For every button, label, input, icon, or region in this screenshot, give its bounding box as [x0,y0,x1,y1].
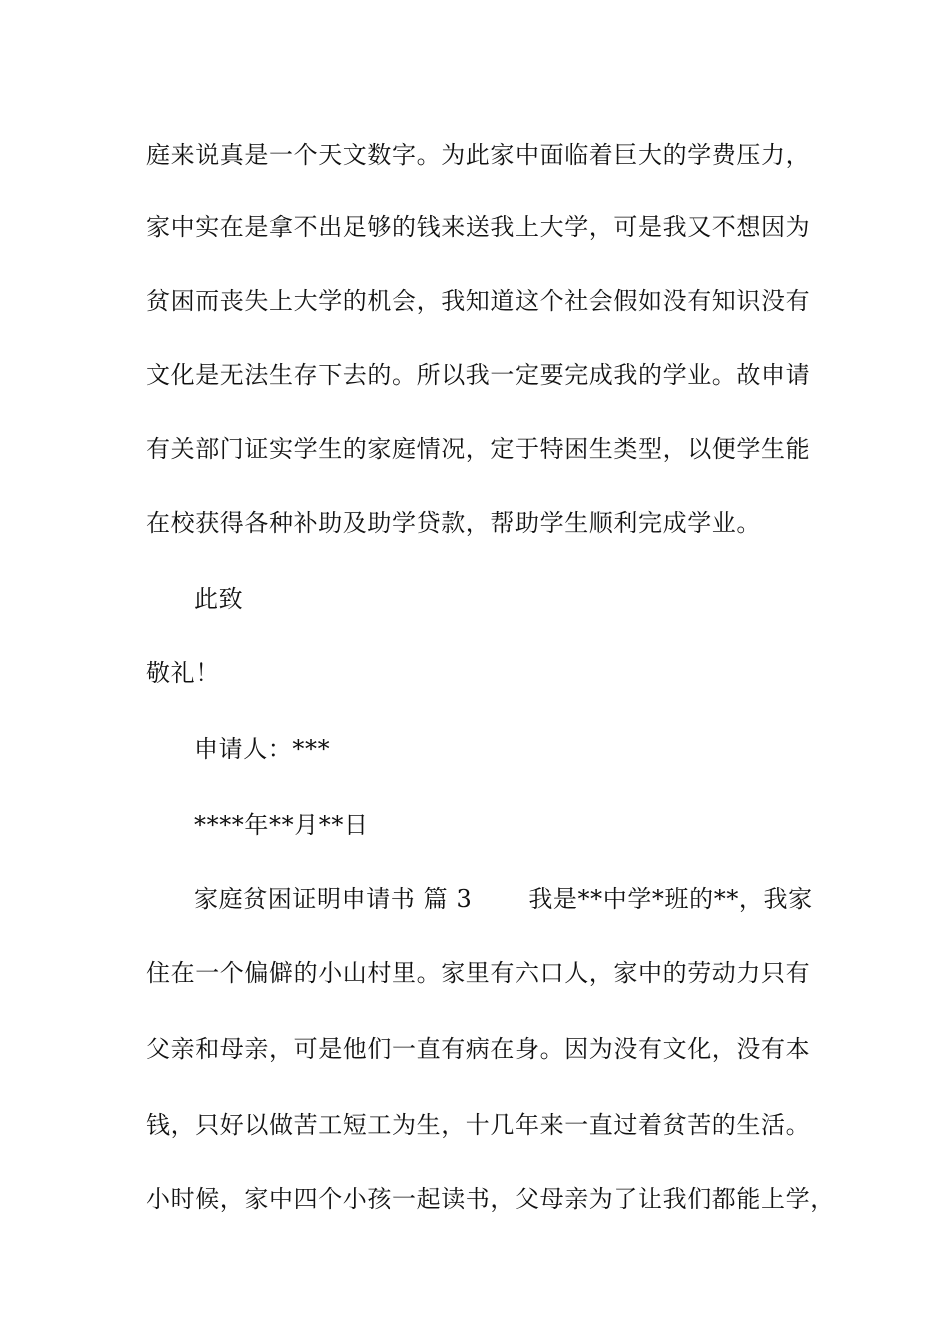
body-line-3: 贫困而丧失上大学的机会，我知道这个社会假如没有知识没有 [146,287,811,315]
body-line-5: 有关部门证实学生的家庭情况，定于特困生类型，以便学生能 [146,435,811,463]
body-line-2: 家中实在是拿不出足够的钱来送我上大学，可是我又不想因为 [146,213,811,241]
closing: 敬礼！ [146,659,220,687]
section-title: 家庭贫困证明申请书 篇 3 [194,885,473,913]
section-first-line: 我是**中学*班的**，我家 [528,885,813,913]
section-line-3: 钱，只好以做苦工短工为生，十几年来一直过着贫苦的生活。 [146,1111,811,1139]
applicant-signature: 申请人：*** [194,735,331,763]
section-line-1: 住在一个偏僻的小山村里。家里有六口人，家中的劳动力只有 [146,959,811,987]
body-line-6: 在校获得各种补助及助学贷款，帮助学生顺利完成学业。 [146,509,761,537]
salutation: 此致 [194,585,244,613]
date-line: ****年**月**日 [194,811,369,839]
section-line-2: 父亲和母亲，可是他们一直有病在身。因为没有文化，没有本 [146,1035,811,1063]
body-line-1: 庭来说真是一个天文数字。为此家中面临着巨大的学费压力， [146,141,811,169]
body-line-4: 文化是无法生存下去的。所以我一定要完成我的学业。故申请 [146,361,811,389]
section-heading-line [194,884,813,914]
section-line-4: 小时候，家中四个小孩一起读书，父母亲为了让我们都能上学， [146,1185,835,1213]
